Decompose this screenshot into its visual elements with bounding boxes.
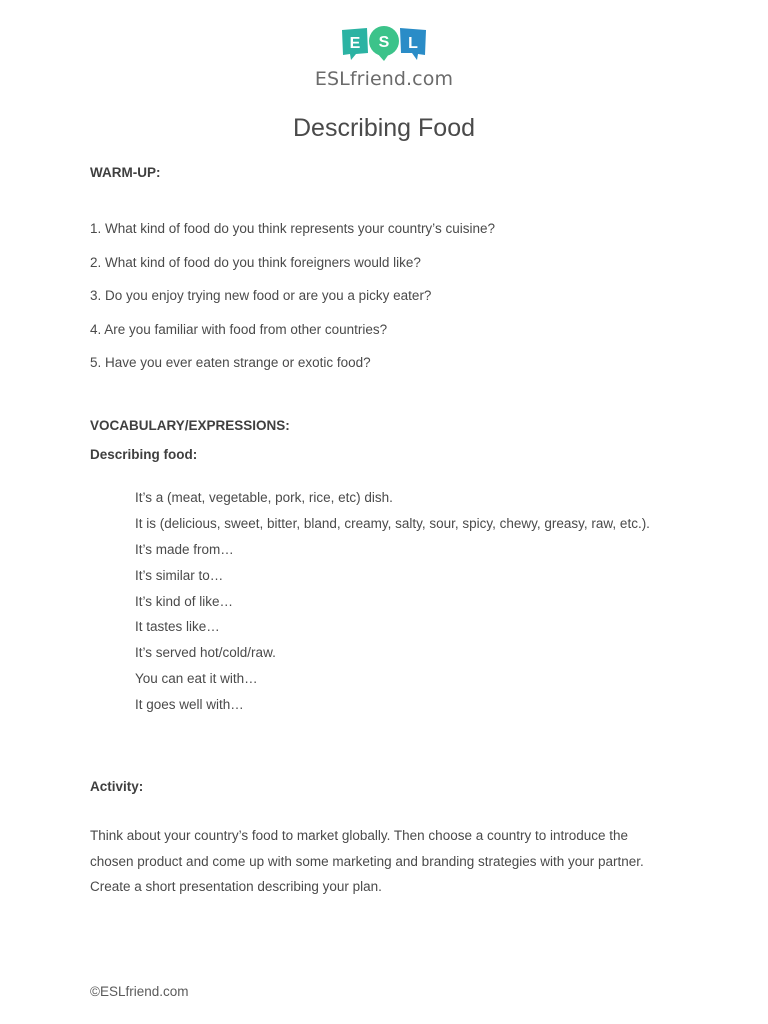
vocabulary-item-7: It’s served hot/cold/raw. — [135, 645, 276, 660]
vocabulary-item-3: It’s made from… — [135, 542, 234, 557]
vocabulary-item-8: You can eat it with… — [135, 671, 258, 686]
svg-text:L: L — [408, 35, 418, 52]
copyright-footer: ©ESLfriend.com — [90, 984, 189, 999]
vocabulary-item-4: It’s similar to… — [135, 568, 224, 583]
warmup-question-2: 2. What kind of food do you think foreigners would like? — [90, 255, 421, 270]
vocabulary-item-5: It’s kind of like… — [135, 594, 234, 609]
vocabulary-subheading: Describing food: — [90, 447, 198, 462]
logo-tile-s — [369, 26, 399, 61]
logo-tile-e — [342, 28, 368, 60]
vocabulary-item-6: It tastes like… — [135, 619, 220, 634]
site-name: ESLfriend.com — [314, 68, 454, 90]
warmup-question-3: 3. Do you enjoy trying new food or are you a picky eater? — [90, 288, 432, 303]
vocabulary-heading: VOCABULARY/EXPRESSIONS: — [90, 418, 290, 433]
activity-line-3: Create a short presentation describing your plan. — [90, 879, 382, 894]
eslfriend-logo — [0, 22, 768, 64]
esl-logo-icon — [339, 22, 429, 62]
activity-line-1: Think about your country’s food to market globally. Then choose a country to introduce the — [90, 828, 629, 843]
activity-line-2: chosen product and come up with some marketing and branding strategies with your partner. — [90, 853, 644, 869]
page-title: Describing Food — [292, 114, 476, 142]
svg-text:E: E — [349, 35, 361, 52]
activity-paragraph — [90, 823, 690, 900]
warmup-question-4: 4. Are you familiar with food from other countries? — [90, 322, 388, 337]
vocabulary-item-2: It is (delicious, sweet, bitter, bland, creamy, salty, sour, spicy, chewy, greasy, raw, etc.). — [135, 516, 650, 531]
warmup-question-5: 5. Have you ever eaten strange or exotic food? — [90, 355, 371, 370]
svg-text:S: S — [378, 34, 390, 51]
warmup-question-1: 1. What kind of food do you think represents your country’s cuisine? — [90, 221, 495, 236]
vocabulary-item-1: It’s a (meat, vegetable, pork, rice, etc) dish. — [135, 490, 393, 505]
logo-tile-l — [400, 28, 426, 60]
activity-heading: Activity: — [90, 779, 144, 794]
warmup-heading: WARM-UP: — [90, 165, 161, 180]
vocabulary-item-9: It goes well with… — [135, 697, 244, 712]
